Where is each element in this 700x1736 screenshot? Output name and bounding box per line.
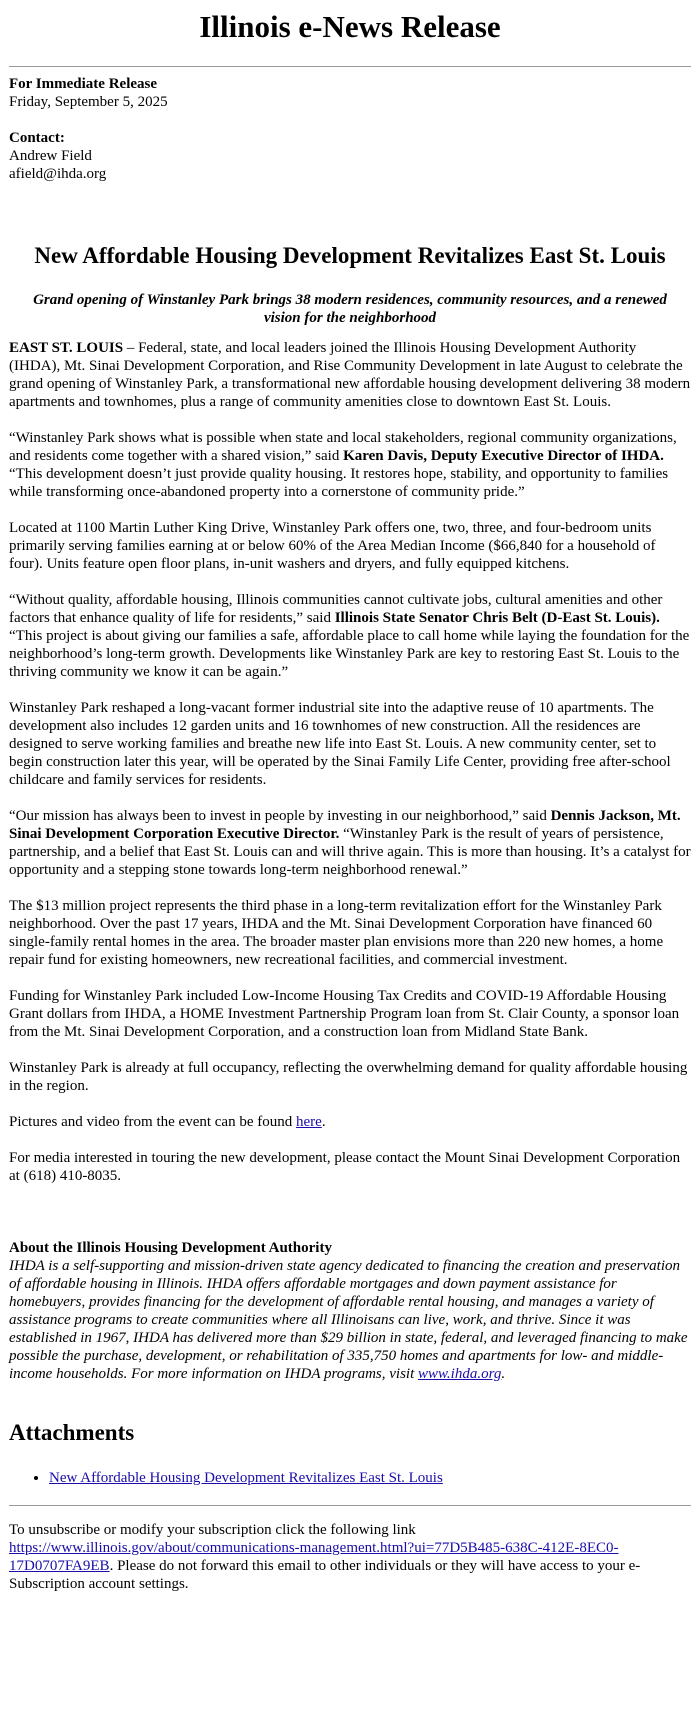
dateline: EAST ST. LOUIS xyxy=(9,340,124,356)
paragraph-3: Located at 1100 Martin Luther King Drive, Winstanley Park offers one, two, three, and four-bedroom units primarily serving families earning at or below 60% of the Area Median Income ($66,840 for a household of four). Units feature open floor plans, in-unit washers and dryers, and fully equipped kitchens. xyxy=(9,520,656,572)
release-subhead: Grand opening of Winstanley Park brings 38 modern residences, community resources, and a renewed vision for the neighborhood xyxy=(33,292,667,326)
unsubscribe-link[interactable]: https://www.illinois.gov/about/communications-management.html?ui=77D5B485-638C-412E-8EC0-17D0707FA9EB xyxy=(9,1540,619,1574)
release-date: Friday, September 5, 2025 xyxy=(9,94,168,110)
speaker-chris-belt: Illinois State Senator Chris Belt (D-East St. Louis). xyxy=(334,610,660,626)
ihda-website-link[interactable]: www.ihda.org xyxy=(418,1366,502,1382)
top-divider xyxy=(9,66,691,67)
unsubscribe-notice: To unsubscribe or modify your subscription click the following link https://www.illinois.gov/about/communications-management.html?ui=77D5B485-638C-412E-8EC0-17D0707FA9EB. Please do not forward this email to other individuals or they will have access to your e-Subscription account settings. xyxy=(9,1522,641,1592)
about-title: About the Illinois Housing Development Authority xyxy=(9,1240,332,1256)
paragraph-4: “Without quality, affordable housing, Illinois communities cannot cultivate jobs, cultural amenities and other factors that enhance quality of life for residents,” said Illinois State Senator Chris Belt (D-East St. Louis). “This project is about giving our families a safe, affordable place to call home while laying the foundation for the neighborhood’s long-term growth. Developments like Winstanley Park are key to restoring East St. Louis to the thriving community we know it can be again.” xyxy=(9,592,690,680)
speaker-dennis-jackson: Dennis Jackson, Mt. Sinai Development Corporation Executive Director. xyxy=(9,808,681,842)
release-body xyxy=(9,339,691,1185)
release-label: For Immediate Release xyxy=(9,76,158,92)
speaker-karen-davis: Karen Davis, Deputy Executive Director of IHDA. xyxy=(343,448,664,464)
paragraph-7: The $13 million project represents the third phase in a long-term revitalization effort for the Winstanley Park neighborhood. Over the past 17 years, IHDA and the Mt. Sinai Development Corporation have financed 60 single-family rental homes in the area. The broader master plan envisions more than 220 new homes, a home repair fund for existing homeowners, new recreational facilities, and commercial investment. xyxy=(9,898,664,968)
release-meta xyxy=(9,75,691,183)
attachment-link[interactable]: New Affordable Housing Development Revitalizes East St. Louis xyxy=(49,1470,443,1486)
paragraph-10: Pictures and video from the event can be found here. xyxy=(9,1114,326,1130)
contact-name: Andrew Field xyxy=(9,148,92,164)
about-description: IHDA is a self-supporting and mission-driven state agency dedicated to financing the creation and preservation of affordable housing in Illinois. IHDA offers affordable mortgages and down payment assistance for homebuyers, provides financing for the development of affordable rental housing, and manages a variety of assistance programs to create communities where all Illinoisans can live, work, and thrive. Since it was established in 1967, IHDA has delivered more than $29 billion in state, federal, and leveraged financing to make possible the purchase, development, or rehabilitation of 335,750 homes and apartments for low- and middle-income households. For more information on IHDA programs, visit www.ihda.org. xyxy=(9,1258,688,1382)
contact-block xyxy=(9,129,691,183)
about-section xyxy=(9,1239,691,1383)
paragraph-8: Funding for Winstanley Park included Low-Income Housing Tax Credits and COVID-19 Affordable Housing Grant dollars from IHDA, a HOME Investment Partnership Program loan from St. Clair County, a sponsor loan from the Mt. Sinai Development Corporation, and a construction loan from Midland State Bank. xyxy=(9,988,680,1040)
event-media-link[interactable]: here xyxy=(296,1114,322,1130)
paragraph-9: Winstanley Park is already at full occupancy, reflecting the overwhelming demand for quality affordable housing in the region. xyxy=(9,1060,688,1094)
list-item xyxy=(49,1469,691,1487)
release-headline: New Affordable Housing Development Revitalizes East St. Louis xyxy=(34,243,666,268)
contact-label: Contact: xyxy=(9,130,65,146)
attachments-heading: Attachments xyxy=(9,1420,135,1445)
masthead-title: Illinois e-News Release xyxy=(199,9,501,44)
attachments-list xyxy=(9,1469,691,1487)
footer-divider xyxy=(9,1505,691,1506)
paragraph-6: “Our mission has always been to invest in people by investing in our neighborhood,” said Dennis Jackson, Mt. Sinai Development Corporation Executive Director. “Winstanley Park is the result of years of persistence, partnership, and a belief that East St. Louis can and will thrive again. This is more than housing. It’s a catalyst for opportunity and a stepping stone towards long-term neighborhood renewal.” xyxy=(9,808,691,878)
paragraph-5: Winstanley Park reshaped a long-vacant former industrial site into the adaptive reuse of 10 apartments. The development also includes 12 garden units and 16 townhomes of new construction. All the residences are designed to serve working families and breathe new life into East St. Louis. A new community center, set to begin construction later this year, will be operated by the Sinai Family Life Center, providing free after-school childcare and family services for residents. xyxy=(9,700,671,788)
contact-email: afield@ihda.org xyxy=(9,166,107,182)
paragraph-2: “Winstanley Park shows what is possible when state and local stakeholders, regional community organizations, and residents come together with a shared vision,” said Karen Davis, Deputy Executive Director of IHDA. “This development doesn’t just provide quality housing. It restores hope, stability, and opportunity to families while transforming once-abandoned property into a cornerstone of community pride.” xyxy=(9,430,677,500)
footer xyxy=(9,1521,691,1593)
paragraph-1: EAST ST. LOUIS – Federal, state, and local leaders joined the Illinois Housing Development Authority (IHDA), Mt. Sinai Development Corporation, and Rise Community Development in late August to celebrate the grand opening of Winstanley Park, a transformational new affordable housing development delivering 38 modern apartments and townhomes, plus a range of community amenities close to downtown East St. Louis. xyxy=(9,340,691,410)
paragraph-11: For media interested in touring the new development, please contact the Mount Sinai Development Corporation at (618) 410-8035. xyxy=(9,1150,681,1184)
